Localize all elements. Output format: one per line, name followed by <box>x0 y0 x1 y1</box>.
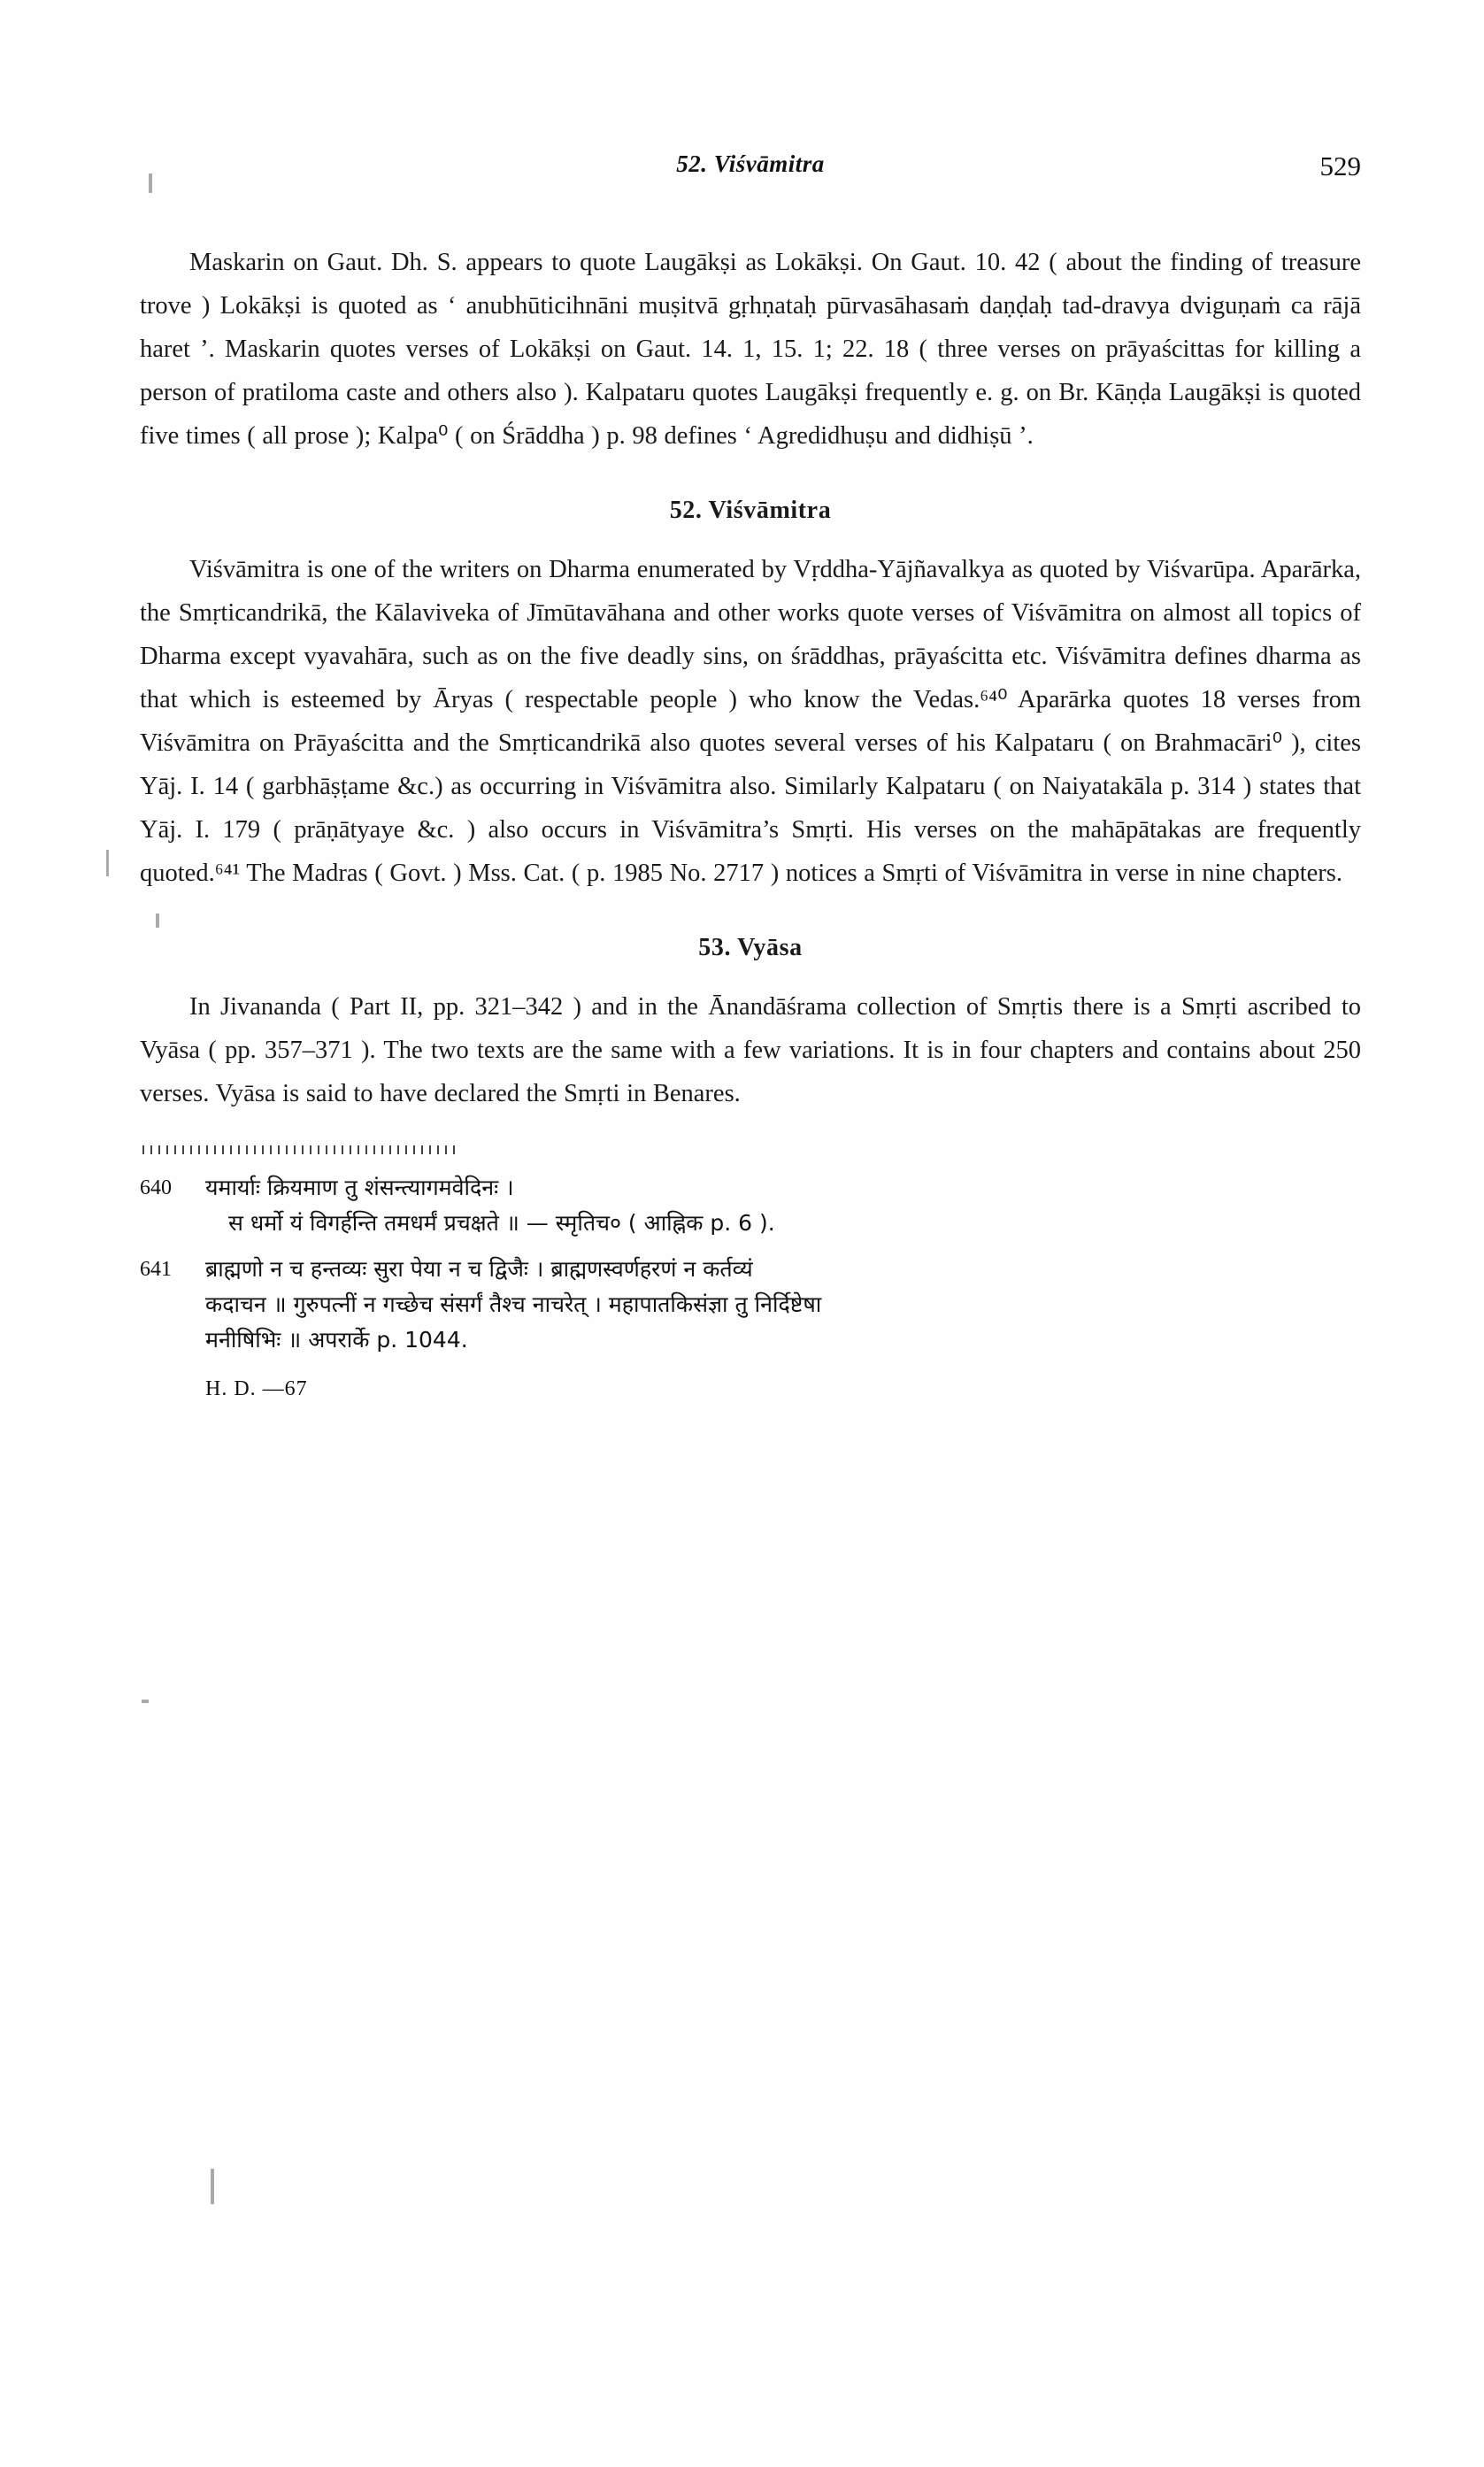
footnote-line: यमार्याः क्रियमाण तु शंसन्त्यागमवेदिनः । <box>205 1175 514 1200</box>
page-number: 529 <box>1319 150 1361 181</box>
footnote-separator-rule <box>140 1145 458 1154</box>
footnote-number: 641 <box>140 1258 172 1281</box>
footnote-line: स धर्मो यं विगर्हन्ति तमधर्मं प्रचक्षते ॥ — स्मृतिच० ( आह्निक p. 6 ). <box>228 1210 775 1236</box>
footnote-641 <box>140 1252 1361 1358</box>
footnote-text <box>205 1252 1361 1358</box>
footnote-line: मनीषिभिः ॥ अपरार्के p. 1044. <box>205 1327 468 1353</box>
footnote-640 <box>140 1170 1361 1241</box>
section-heading-vyasa: 53. Vyāsa <box>698 934 803 961</box>
running-head-title: 52. Viśvāmitra <box>676 150 825 177</box>
footnote-number: 640 <box>140 1176 172 1199</box>
running-head <box>140 150 1361 198</box>
section-heading-visvamitra: 52. Viśvāmitra <box>669 497 832 524</box>
page-speck <box>142 1700 149 1703</box>
page-speck <box>106 850 109 876</box>
page-speck <box>211 2169 214 2204</box>
footnote-line: ब्राह्मणो न च हन्तव्यः सुरा पेया न च द्विजैः । ब्राह्मणस्वर्णहरणं न कर्तव्यं <box>205 1256 753 1282</box>
footnote-text <box>205 1170 1361 1241</box>
footnote-line: कदाचन ॥ गुरुपत्नीं न गच्छेच संसर्गं तैश्च नाचरेत् । महापातकिसंज्ञा तु निर्दिष्टेषा <box>205 1291 822 1317</box>
footnotes <box>140 1170 1361 1358</box>
paragraph-vyasa: In Jivananda ( Part II, pp. 321–342 ) and in the Ānandāśrama collection of Smṛtis there is a Smṛti ascribed to Vyāsa ( pp. 357–371 ). The two texts are the same with a few variations. It is in four chapters and contains about 250 verses. Vyāsa is said to have declared the Smṛti in Benares. <box>140 993 1361 1107</box>
paragraph-maskarin: Maskarin on Gaut. Dh. S. appears to quote Laugākṣi as Lokākṣi. On Gaut. 10. 42 ( about the finding of treasure trove ) Lokākṣi is quoted as ‘ anubhūticihnāni muṣitvā gṛhṇataḥ pūrvasāhasaṁ daṇḍaḥ tad-dravya dviguṇaṁ ca rājā haret ’. Maskarin quotes verses of Lokākṣi on Gaut. 14. 1, 15. 1; 22. 18 ( three verses on prāyaścittas for killing a person of pratiloma caste and others also ). Kalpataru quotes Laugākṣi frequently e. g. on Br. Kāṇḍa Laugākṣi is quoted five times ( all prose ); Kalpa⁰ ( on Śrāddha ) p. 98 defines ‘ Agredidhuṣu and didhiṣū ’. <box>140 249 1361 450</box>
page-content <box>140 150 1361 1401</box>
signature-mark: H. D. —67 <box>205 1377 308 1400</box>
paragraph-visvamitra: Viśvāmitra is one of the writers on Dharma enumerated by Vṛddha-Yājñavalkya as quoted by Viśvarūpa. Aparārka, the Smṛticandrikā, the Kālaviveka of Jīmūtavāhana and other works quote verses of Viśvāmitra on almost all topics of Dharma except vyavahāra, such as on the five deadly sins, on śrāddhas, prāyaścitta etc. Viśvāmitra defines dharma as that which is esteemed by Āryas ( respectable people ) who know the Vedas.⁶⁴⁰ Aparārka quotes 18 verses from Viśvāmitra on Prāyaścitta and the Smṛticandrikā also quotes several verses of his Kalpataru ( on Brahmacāri⁰ ), cites Yāj. I. 14 ( garbhāṣṭame &c.) as occurring in Viśvāmitra also. Similarly Kalpataru ( on Naiyatakāla p. 314 ) states that Yāj. I. 179 ( prāṇātyaye &c. ) also occurs in Viśvāmitra’s Smṛti. His verses on the mahāpātakas are frequently quoted.⁶⁴¹ The Madras ( Govt. ) Mss. Cat. ( p. 1985 No. 2717 ) notices a Smṛti of Viśvāmitra in verse in nine chapters. <box>140 556 1361 887</box>
